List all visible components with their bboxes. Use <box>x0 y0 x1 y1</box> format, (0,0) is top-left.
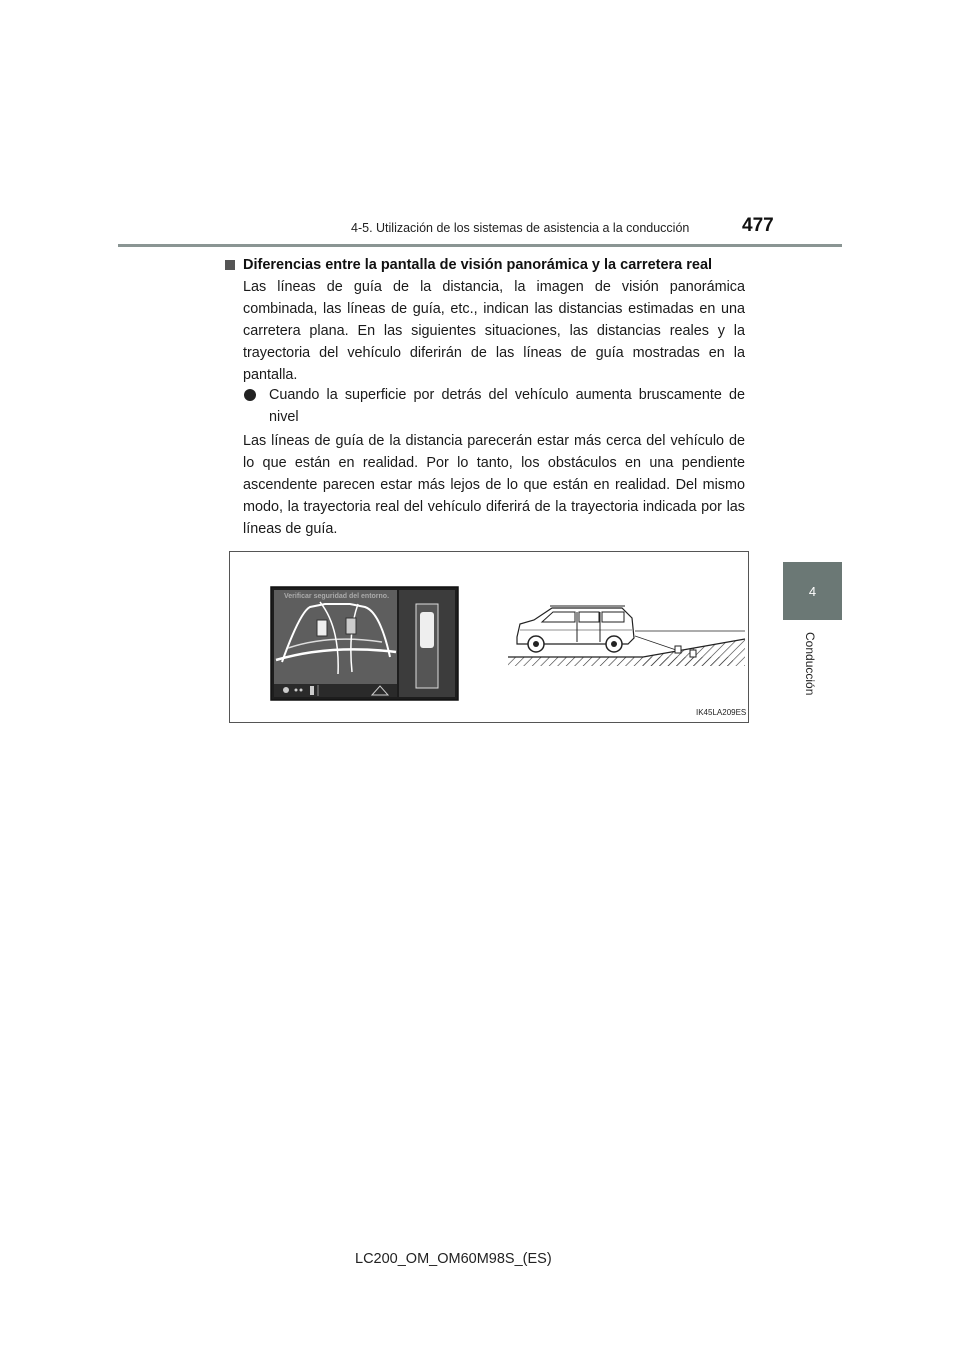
monitor-screen <box>271 587 458 700</box>
illustration-svg <box>230 552 748 722</box>
intro-paragraph: Las líneas de guía de la distancia, la imagen de visión panorámica combinada, las líneas de guía, etc., indican las distancias estimadas en una carretera plana. En las siguientes situaciones, las distancias reales y la trayectoria del vehículo diferirán de las líneas de guía mostradas en la pantalla. <box>243 279 745 383</box>
illustration-figure <box>229 551 749 723</box>
figure-code: IK45LA209ES <box>696 708 747 717</box>
section-heading-text: Diferencias entre la pantalla de visión panorámica y la carretera real <box>243 257 713 273</box>
heading-square-icon <box>225 260 235 270</box>
page-number: 477 <box>742 215 774 236</box>
footer-doc-code: LC200_OM_OM60M98S_(ES) <box>355 1251 552 1267</box>
explanation-paragraph: Las líneas de guía de la distancia parecerán estar más cerca del vehículo de lo que están en realidad. Por lo tanto, los obstáculos en una pendiente ascendente parecen estar más lejos de lo que están en realidad. Del mismo modo, la trayectoria real del vehículo diferirá de la trayectoria indicada por las líneas de guía. <box>243 433 745 537</box>
chapter-tab-number: 4 <box>808 583 817 599</box>
bullet-icon <box>244 389 256 401</box>
chapter-tab[interactable] <box>783 562 842 620</box>
header-divider <box>118 244 842 247</box>
chapter-tab-label: Conducción <box>803 632 817 696</box>
bullet-item <box>243 384 745 428</box>
bullet-text: Cuando la superficie por detrás del vehículo aumenta bruscamente de nivel <box>269 387 745 425</box>
section-heading <box>225 257 765 273</box>
header-section-title: 4-5. Utilización de los sistemas de asistencia a la conducción <box>351 221 690 235</box>
screen-banner-text: Verificar seguridad del entorno. <box>284 593 390 600</box>
slope-illustration <box>508 606 745 666</box>
